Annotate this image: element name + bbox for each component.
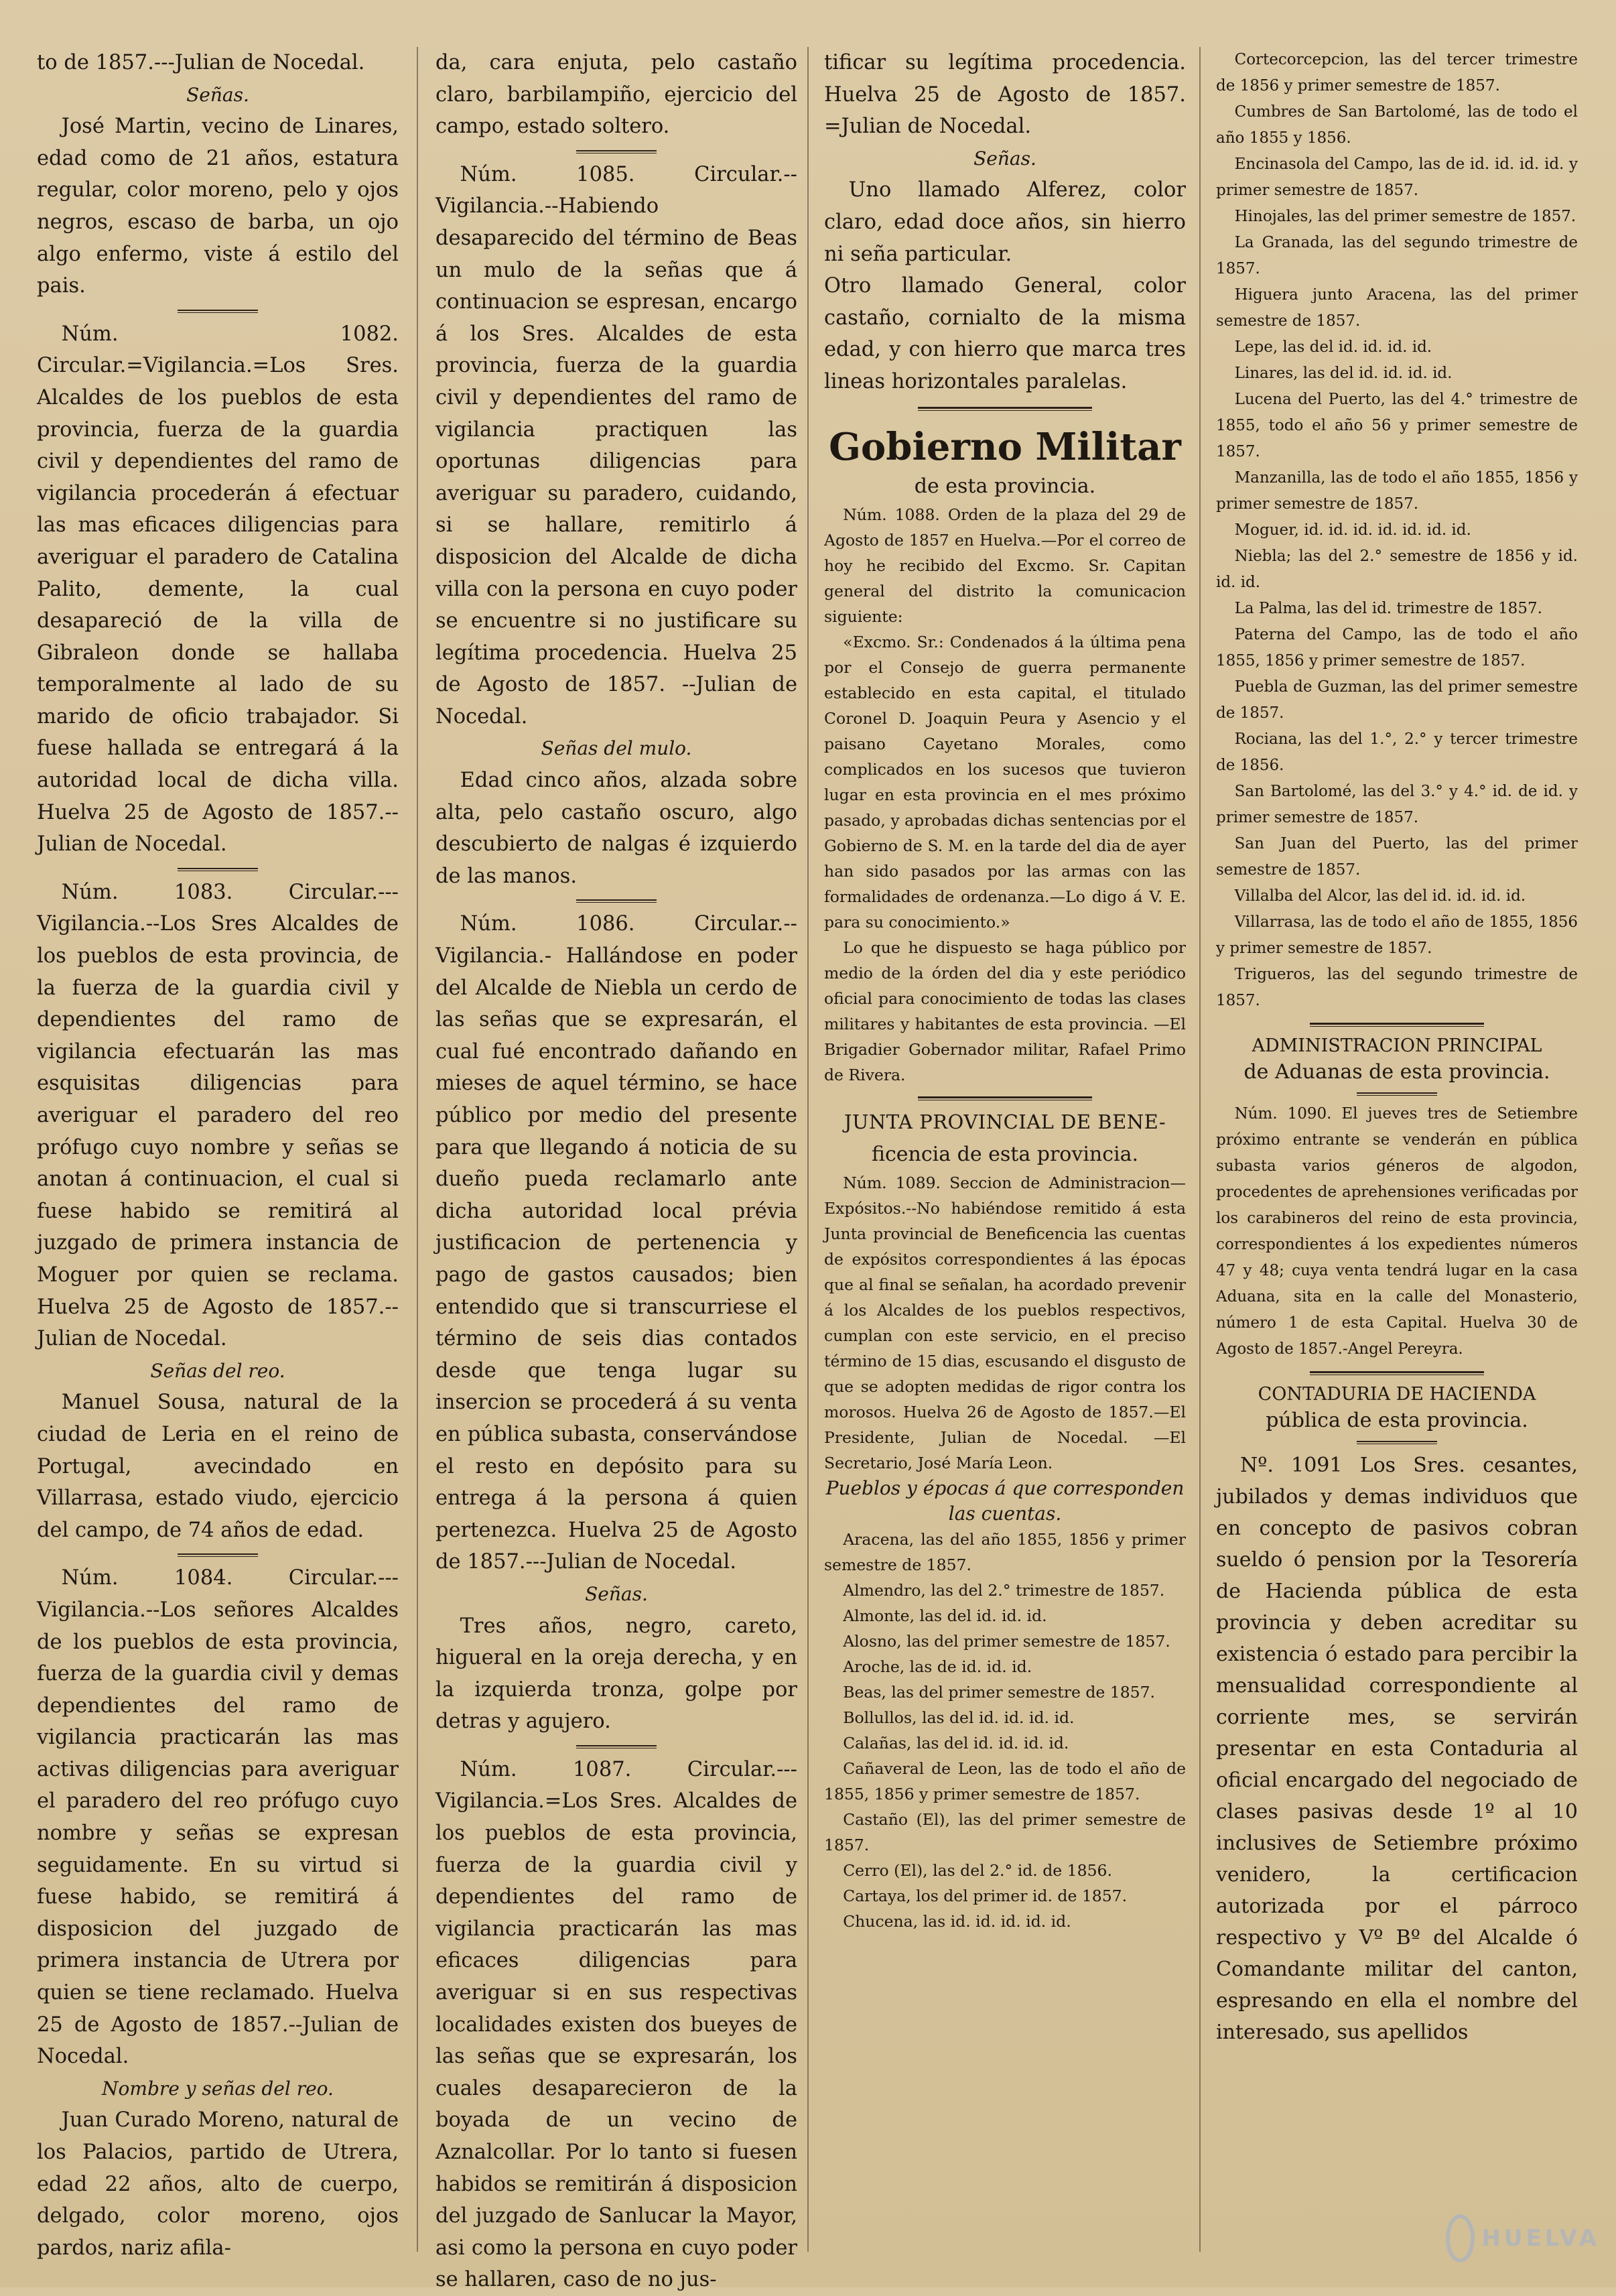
list-item: Almonte, las del id. id. id. [843,1606,1047,1626]
paragraph: Manuel Sousa, natural de la ciudad de Leria en el reino de Portugal, avecindado en Villarrasa, estado viudo, ejercicio del campo, de 74 años de edad. [37,1391,399,1542]
paragraph: to de 1857.---Julian de Nocedal. [37,51,365,74]
paragraph: Lo que he dispuesto se haga público por medio de la órden del dia y este periódico oficial para conocimiento de todas las clases militares y habitantes de esta provincia. —El Brigadier Gobernador militar, Rafael Primo de Rivera. [824,938,1186,1085]
section-heading: JUNTA PROVINCIAL DE BENE- [844,1110,1166,1134]
separator [1357,1438,1437,1446]
column-2 [435,47,797,2296]
list-item: Castaño (El), las del primer semestre de 1857. [824,1810,1186,1855]
subheading: Señas del reo. [150,1359,285,1382]
list-item: Cerro (El), las del 2.° id. de 1856. [843,1861,1112,1880]
list-item: Chucena, las id. id. id. id. id. [843,1912,1071,1931]
notice-1084: Núm. 1084. Circular.---Vigilancia.--Los señores Alcaldes de los pueblos de esta provincia, fuerza de la guardia civil y demas dependientes del ramo de vigilancia practicarán las mas activas diligencias para averiguar el paradero del reo prófugo cuyo nombre y señas se expresan seguidamente. En su virtud si fuese habido, se remitirá á disposicion del juzgado de primera instancia de Utrera por quien se tiene reclamado. Huelva 25 de Agosto de 1857.--Julian de Nocedal. [37,1566,399,2069]
column-3 [824,47,1186,1934]
notice-1083: Núm. 1083. Circular.---Vigilancia.--Los Sres Alcaldes de los pueblos de esta provincia, de la fuerza de la guardia civil y dependientes del ramo de vigilancia efectuarán las mas esquisitas diligencias para averiguar el paradero del reo prófugo cuyo nombre y señas se anotan á continuacion, el cual si fuese habido se remitirá al juzgado de primera instancia de Moguer por quien se reclama. Huelva 25 de Agosto de 1857.--Julian de Nocedal. [37,880,399,1351]
list-item: Encinasola del Campo, las de id. id. id. id. y primer semestre de 1857. [1216,155,1578,199]
notice-1087: Núm. 1087. Circular.---Vigilancia.=Los Sres. Alcaldes de los pueblos de esta provincia, fuerza de la guardia civil y dependientes del ramo de vigilancia practicarán las mas eficaces diligencias para averiguar si en sus respectivas localidades existen dos bueyes de las señas que se expresarán, los cuales desaparecieron de la boyada de un vecino de Aznalcollar. Por lo tanto si fuesen habidos se remitirán á disposicion del juzgado de Sanlucar la Mayor, asi como la persona en cuyo poder se hallaren, caso de no jus- [435,1757,797,2292]
separator [576,1742,657,1750]
column-rule [417,47,418,2252]
paragraph: Uno llamado Alferez, color claro, edad doce años, sin hierro ni seña particular. [824,178,1186,266]
column-1 [37,47,399,2264]
paragraph: Tres años, negro, careto, higueral en la oreja derecha, y en la izquierda tronza, golpe por detras y agujero. [435,1614,797,1734]
list-item: Rociana, las del 1.°, 2.° y tercer trimestre de 1856. [1216,730,1578,774]
separator [1357,1089,1437,1097]
list-item: Cartaya, los del primer id. de 1857. [843,1887,1128,1906]
section-subheading: de esta provincia. [914,474,1096,498]
separator [1310,1368,1484,1376]
separator [1310,1019,1484,1027]
subheading: Señas. [186,83,249,106]
paragraph: Otro llamado General, color castaño, cornialto de la misma edad, y con hierro que marca tres lineas horizontales paralelas. [824,274,1186,393]
separator [918,403,1092,411]
list-item: San Juan del Puerto, las del primer semestre de 1857. [1216,835,1578,879]
paragraph: Edad cinco años, alzada sobre alta, pelo castaño oscuro, algo descubierto de nalgas é izquierdo de las manos. [435,769,797,888]
list-item: Manzanilla, las de todo el año 1855, 1856 y primer semestre de 1857. [1216,469,1578,513]
list-item: Calañas, las del id. id. id. id. [843,1734,1069,1753]
subheading: Pueblos y épocas á que corresponden las cuentas. [825,1477,1185,1525]
column-rule [1199,47,1201,2252]
separator [178,1550,258,1558]
paragraph: tificar su legítima procedencia. Huelva 25 de Agosto de 1857. =Julian de Nocedal. [824,51,1186,139]
list-item: Higuera junto Aracena, las del primer semestre de 1857. [1216,286,1578,330]
list-item: Bollullos, las del id. id. id. id. [843,1708,1075,1728]
list-item: Villarrasa, las de todo el año de 1855, 1856 y primer semestre de 1857. [1216,913,1578,957]
small-text-block [824,1170,1186,1934]
list-item: La Granada, las del segundo trimestre de 1857. [1216,234,1578,277]
section-subheading: pública de esta provincia. [1266,1409,1528,1432]
paragraph: Juan Curado Moreno, natural de los Palacios, partido de Utrera, edad 22 años, alto de cuerpo, delgado, color moreno, ojos pardos, nariz afila- [37,2108,399,2260]
list-item: Puebla de Guzman, las del primer semestre de 1857. [1216,678,1578,722]
list-item: Lucena del Puerto, las del 4.° trimestre de 1855, todo el año 56 y primer semestre de 1857. [1216,391,1578,460]
subheading: Nombre y señas del reo. [102,2077,334,2100]
list-item: Alosno, las del primer semestre de 1857. [843,1632,1170,1651]
notice-1090: Núm. 1090. El jueves tres de Setiembre próximo entrante se venderán en pública subasta varios géneros de algodon, procedentes de aprehensiones verificadas por los carabineros del reino de esta provincia, correspondientes á los expedientes números 47 y 48; cuya venta tendrá lugar en la casa Aduana, sita en la calle del Monasterio, número 1 de esta Capital. Huelva 30 de Agosto de 1857.-Angel Pereyra. [1216,1105,1578,1358]
list-item: Hinojales, las del primer semestre de 1857. [1234,208,1576,225]
small-text-block [824,502,1186,1088]
separator [178,306,258,314]
paragraph: da, cara enjuta, pelo castaño claro, barbilampiño, ejercicio del campo, estado soltero. [435,51,797,139]
list-item: San Bartolomé, las del 3.° y 4.° id. de id. y primer semestre de 1857. [1216,783,1578,826]
section-subheading: ficencia de esta provincia. [871,1142,1139,1166]
list-item: Cortecorcepcion, las del tercer trimestre de 1856 y primer semestre de 1857. [1216,51,1578,94]
list-item: Lepe, las del id. id. id. id. [1234,338,1432,356]
section-heading: ADMINISTRACION PRINCIPAL [1252,1035,1542,1056]
watermark-logo [1446,2202,1600,2275]
notice-1089: Núm. 1089. Seccion de Administracion—Expósitos.--No habiéndose remitido á esta Junta provincial de Beneficencia las cuentas de expósitos correspondientes á las épocas que al final se señalan, ha acordado prevenir á los Alcaldes de los pueblos respectivos, cumplan con este servicio, en el preciso término de 15 dias, escusando el disgusto de que se adopten medidas de rigor contra los morosos. Huelva 26 de Agosto de 1857.—El Presidente, Julian de Nocedal. —El Secretario, José María Leon. [824,1173,1186,1473]
list-item: Cumbres de San Bartolomé, las de todo el año 1855 y 1856. [1216,103,1578,147]
notice-1086: Núm. 1086. Circular.--Vigilancia.- Hallándose en poder del Alcalde de Niebla un cerdo de las señas que se expresarán, el cual fué encontrado dañando en mieses de aquel término, se hace público por medio del presente para que llegando á noticia de su dueño pueda reclamarlo ante dicha autoridad local prévia justificacion de pertenencia y pago de gastos causados; bien entendido que si transcurriese el término de seis dias contados desde que tenga lugar su insercion se procederá á su venta en pública subasta, conservándose el resto en depósito para su entrega á la persona á quien pertenezca. Huelva 25 de Agosto de 1857.---Julian de Nocedal. [435,912,797,1574]
separator [918,1093,1092,1101]
notice-1091: Nº. 1091 Los Sres. cesantes, jubilados y demas individuos que en concepto de pasivos cobran sueldo ó pension por la Tesorería de Hacienda pública de esta provincia y deben acreditar su existencia ó estado para percibir la mensualidad correspondiente al corriente mes, se servirán presentar en esta Contaduria al oficial encargado del negociado de clases pasivas desde 1º al 10 inclusives de Setiembre próximo venidero, la certificacion autorizada por el párroco respectivo y Vº Bº del Alcalde ó Comandante militar del canton, espresando en ella el nombre del interesado, sus apellidos [1216,1454,1578,2044]
notice-1085: Núm. 1085. Circular.--Vigilancia.--Habiendo desaparecido del término de Beas un mulo de la señas que á continuacion se espresan, encargo á los Sres. Alcaldes de esta provincia, fuerza de la guardia civil y dependientes del ramo de vigilancia practiquen las oportunas diligencias para averiguar su paradero, cuidando, si se hallare, remitirlo á disposicion del Alcalde de dicha villa con la persona en cuyo poder se encuentre si no justificare su legítima procedencia. Huelva 25 de Agosto de 1857. --Julian de Nocedal. [435,162,797,728]
list-item: Beas, las del primer semestre de 1857. [843,1683,1156,1702]
watermark-text: HUELVA [1481,2225,1600,2252]
list-item: Moguer, id. id. id. id. id. id. id. [1234,521,1471,539]
subheading: Señas del mulo. [541,737,692,760]
section-heading: CONTADURIA DE HACIENDA [1258,1384,1536,1405]
list-item: Almendro, las del 2.° trimestre de 1857. [843,1581,1165,1600]
paragraph: José Martin, vecino de Linares, edad como de 21 años, estatura regular, color moreno, pelo y ojos negros, escaso de barba, un ojo algo enfermo, viste á estilo del pais. [37,115,399,298]
separator [576,896,657,904]
list-item: Aracena, las del año 1855, 1856 y primer semestre de 1857. [824,1530,1186,1575]
list-item: Villalba del Alcor, las del id. id. id. id. [1234,887,1526,905]
list-item: Niebla; las del 2.° semestre de 1856 y id. id. id. [1216,548,1578,591]
separator [178,865,258,873]
list-item: La Palma, las del id. trimestre de 1857. [1234,600,1542,617]
separator [576,147,657,155]
notice-1088: Núm. 1088. Orden de la plaza del 29 de Agosto de 1857 en Huelva.—Por el correo de hoy he recibido del Excmo. Sr. Capitan general del distrito la comunicacion siguiente: [824,505,1186,627]
list-item: Aroche, las de id. id. id. [843,1657,1032,1677]
section-heading: Gobierno Militar [829,424,1181,469]
section-subheading: de Aduanas de esta provincia. [1243,1060,1550,1084]
column-rule [807,47,809,2252]
list-item: Trigueros, las del segundo trimestre de 1857. [1216,966,1578,1009]
subheading: Señas. [973,147,1036,170]
paragraph: «Excmo. Sr.: Condenados á la última pena por el Consejo de guerra permanente establecido en esta capital, el titulado Coronel D. Joaquin Peura y Asencio y el paisano Cayetano Morales, como complicados en los sucesos que tuvieron lugar en esta provincia en el mes próximo pasado, y aprobadas dichas sentencias por el Gobierno de S. M. en la tarde del dia de ayer han sido pasados por las armas con las formalidades de ordenanza.—Lo digo á V. E. para su conocimiento.» [824,633,1186,932]
notice-1082: Núm. 1082. Circular.=Vigilancia.=Los Sres. Alcaldes de los pueblos de esta provincia, fuerza de la guardia civil y dependientes del ramo de vigilancia procederán á efectuar las mas eficaces diligencias para averiguar el paradero de Catalina Palito, demente, la cual desapareció de la villa de Gibraleon donde se hallaba temporalmente al lado de su marido de oficio trabajador. Si fuese hallada se entregará á la autoridad local de dicha villa. Huelva 25 de Agosto de 1857.--Julian de Nocedal. [37,322,399,856]
subheading: Señas. [585,1582,648,1605]
list-item: Paterna del Campo, las de todo el año 1855, 1856 y primer semestre de 1857. [1216,626,1578,669]
list-item: Cañaveral de Leon, las de todo el año de 1855, 1856 y primer semestre de 1857. [824,1759,1186,1804]
column-4 [1216,47,1578,2048]
watermark-ring-icon [1446,2214,1475,2262]
list-item: Linares, las del id. id. id. id. [1234,365,1453,382]
